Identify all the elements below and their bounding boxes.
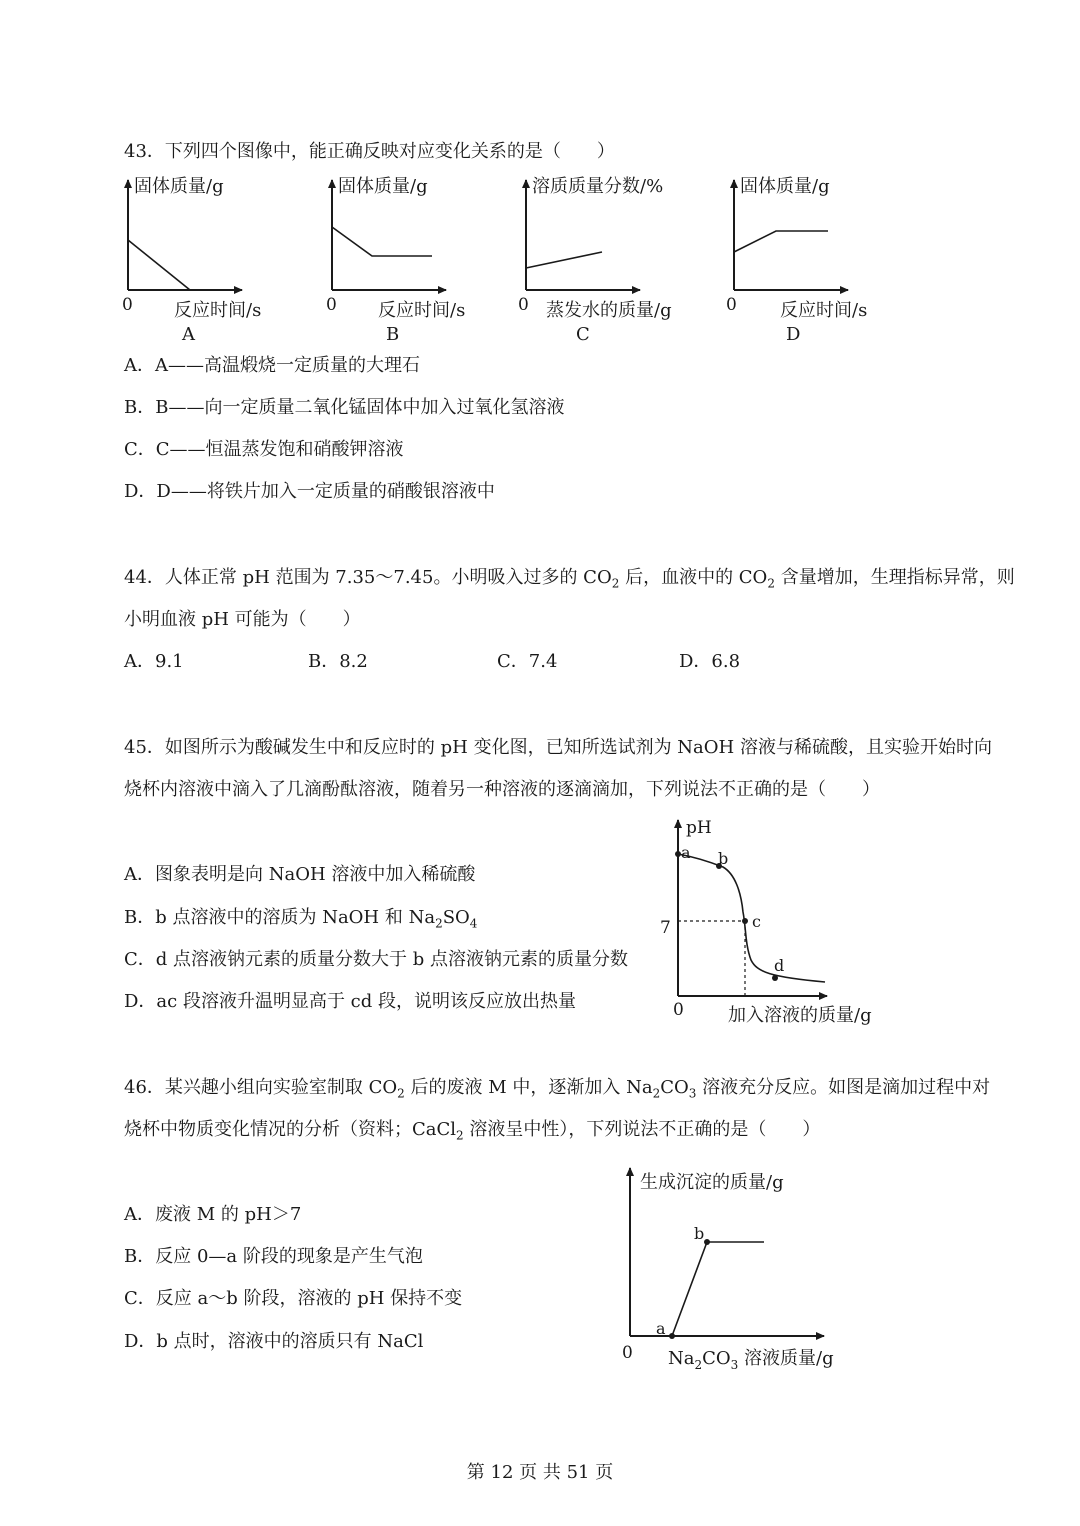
graph-c-curve — [526, 252, 602, 268]
graph-a-ylabel: 固体质量/g — [134, 176, 224, 197]
q43-graphs — [110, 172, 910, 347]
ph-seven-label: 7 — [660, 918, 671, 938]
label-b: b — [694, 1224, 705, 1243]
graph-c-letter: C — [576, 324, 590, 345]
label-b: b — [718, 849, 729, 868]
point-a — [669, 1333, 675, 1339]
label-a: a — [656, 1319, 666, 1338]
q45-stem-line2: 烧杯内溶液中滴入了几滴酚酞溶液，随着另一种溶液的逐滴滴加，下列说法不正确的是（ ） — [124, 779, 880, 800]
ph-origin: 0 — [673, 1000, 684, 1020]
graph-b-ylabel: 固体质量/g — [338, 176, 428, 197]
graph-d-curve — [734, 231, 828, 252]
point-d — [772, 975, 778, 981]
ph-ylabel: pH — [686, 818, 712, 838]
label-c: c — [752, 912, 761, 931]
graph-b-origin: 0 — [326, 295, 337, 315]
precipitate-curve — [630, 1242, 764, 1336]
precipitate-ylabel: 生成沉淀的质量/g — [640, 1172, 784, 1193]
graph-a — [122, 176, 261, 345]
q44-option-b[interactable]: B．8.2 — [308, 651, 368, 672]
q43-option-a[interactable]: A．A——高温煅烧一定质量的大理石 — [124, 355, 420, 376]
q46-option-d[interactable]: D．b 点时，溶液中的溶质只有 NaCl — [124, 1331, 424, 1352]
label-a: a — [681, 843, 691, 862]
graph-c-xlabel: 蒸发水的质量/g — [546, 300, 672, 321]
q43-stem: 43．下列四个图像中，能正确反映对应变化关系的是（ ） — [124, 141, 615, 162]
q44-option-c[interactable]: C．7.4 — [497, 651, 558, 672]
graph-a-origin: 0 — [122, 295, 133, 315]
graph-d-ylabel: 固体质量/g — [740, 176, 830, 197]
precipitate-origin: 0 — [622, 1343, 633, 1363]
point-c — [742, 918, 748, 924]
q43-option-c[interactable]: C．C——恒温蒸发饱和硝酸钾溶液 — [124, 439, 404, 460]
graph-d — [726, 176, 867, 345]
q45-ph-graph — [655, 812, 895, 1030]
graph-b-curve — [332, 227, 432, 256]
graph-d-letter: D — [786, 324, 801, 345]
graph-d-origin: 0 — [726, 295, 737, 315]
q44-option-a[interactable]: A．9.1 — [124, 651, 184, 672]
label-d: d — [774, 956, 785, 975]
ph-xlabel: 加入溶液的质量/g — [728, 1005, 872, 1026]
q44-stem-line2: 小明血液 pH 可能为（ ） — [124, 609, 361, 630]
q43-option-d[interactable]: D．D——将铁片加入一定质量的硝酸银溶液中 — [124, 481, 495, 502]
graph-b — [326, 176, 465, 345]
graph-c-ylabel: 溶质质量分数/% — [532, 176, 664, 197]
q45-option-c[interactable]: C．d 点溶液钠元素的质量分数大于 b 点溶液钠元素的质量分数 — [124, 949, 628, 970]
graph-c-origin: 0 — [518, 295, 529, 315]
page-footer: 第 12 页 共 51 页 — [466, 1462, 614, 1483]
q46-precipitate-graph — [612, 1162, 862, 1376]
point-b — [704, 1239, 710, 1245]
q46-option-a[interactable]: A．废液 M 的 pH＞7 — [124, 1204, 302, 1225]
q45-option-a[interactable]: A．图象表明是向 NaOH 溶液中加入稀硫酸 — [124, 864, 476, 885]
q45-option-d[interactable]: D．ac 段溶液升温明显高于 cd 段，说明该反应放出热量 — [124, 991, 577, 1012]
graph-a-xlabel: 反应时间/s — [174, 300, 262, 321]
graph-a-letter: A — [182, 324, 195, 345]
q46-stem-line1: 46．某兴趣小组向实验室制取 $CO_2$ 后的废液 M 中，逐渐加入 $Na_2CO_3$ 溶液充分反应。如图是滴加过程中对 — [124, 1077, 991, 1101]
graph-d-xlabel: 反应时间/s — [780, 300, 868, 321]
graph-a-curve — [128, 240, 190, 290]
graph-b-letter: B — [386, 324, 400, 345]
q43-option-b[interactable]: B．B——向一定质量二氧化锰固体中加入过氧化氢溶液 — [124, 397, 565, 418]
q45-option-b[interactable]: B．b 点溶液中的溶质为 NaOH 和 $Na_2SO_4$ — [124, 907, 478, 931]
q46-stem-line2: 烧杯中物质变化情况的分析（资料；CaCl$_2$ 溶液呈中性），下列说法不正确的是（ ） — [124, 1119, 821, 1143]
q44-option-d[interactable]: D．6.8 — [679, 651, 741, 672]
precipitate-xlabel: $Na_2CO_3$ 溶液质量/g — [668, 1348, 834, 1372]
q44-stem-line1: 44．人体正常 pH 范围为 7.35～7.45。小明吸入过多的 $CO_2$ 后，血液中的 $CO_2$ 含量增加，生理指标异常，则 — [124, 567, 1015, 591]
graph-c — [518, 176, 672, 345]
q46-option-b[interactable]: B．反应 0—a 阶段的现象是产生气泡 — [124, 1246, 423, 1267]
q46-option-c[interactable]: C．反应 a～b 阶段，溶液的 pH 保持不变 — [124, 1288, 463, 1309]
q45-stem-line1: 45．如图所示为酸碱发生中和反应时的 pH 变化图，已知所选试剂为 NaOH 溶液与稀硫酸，且实验开始时向 — [124, 737, 992, 758]
graph-b-xlabel: 反应时间/s — [378, 300, 466, 321]
